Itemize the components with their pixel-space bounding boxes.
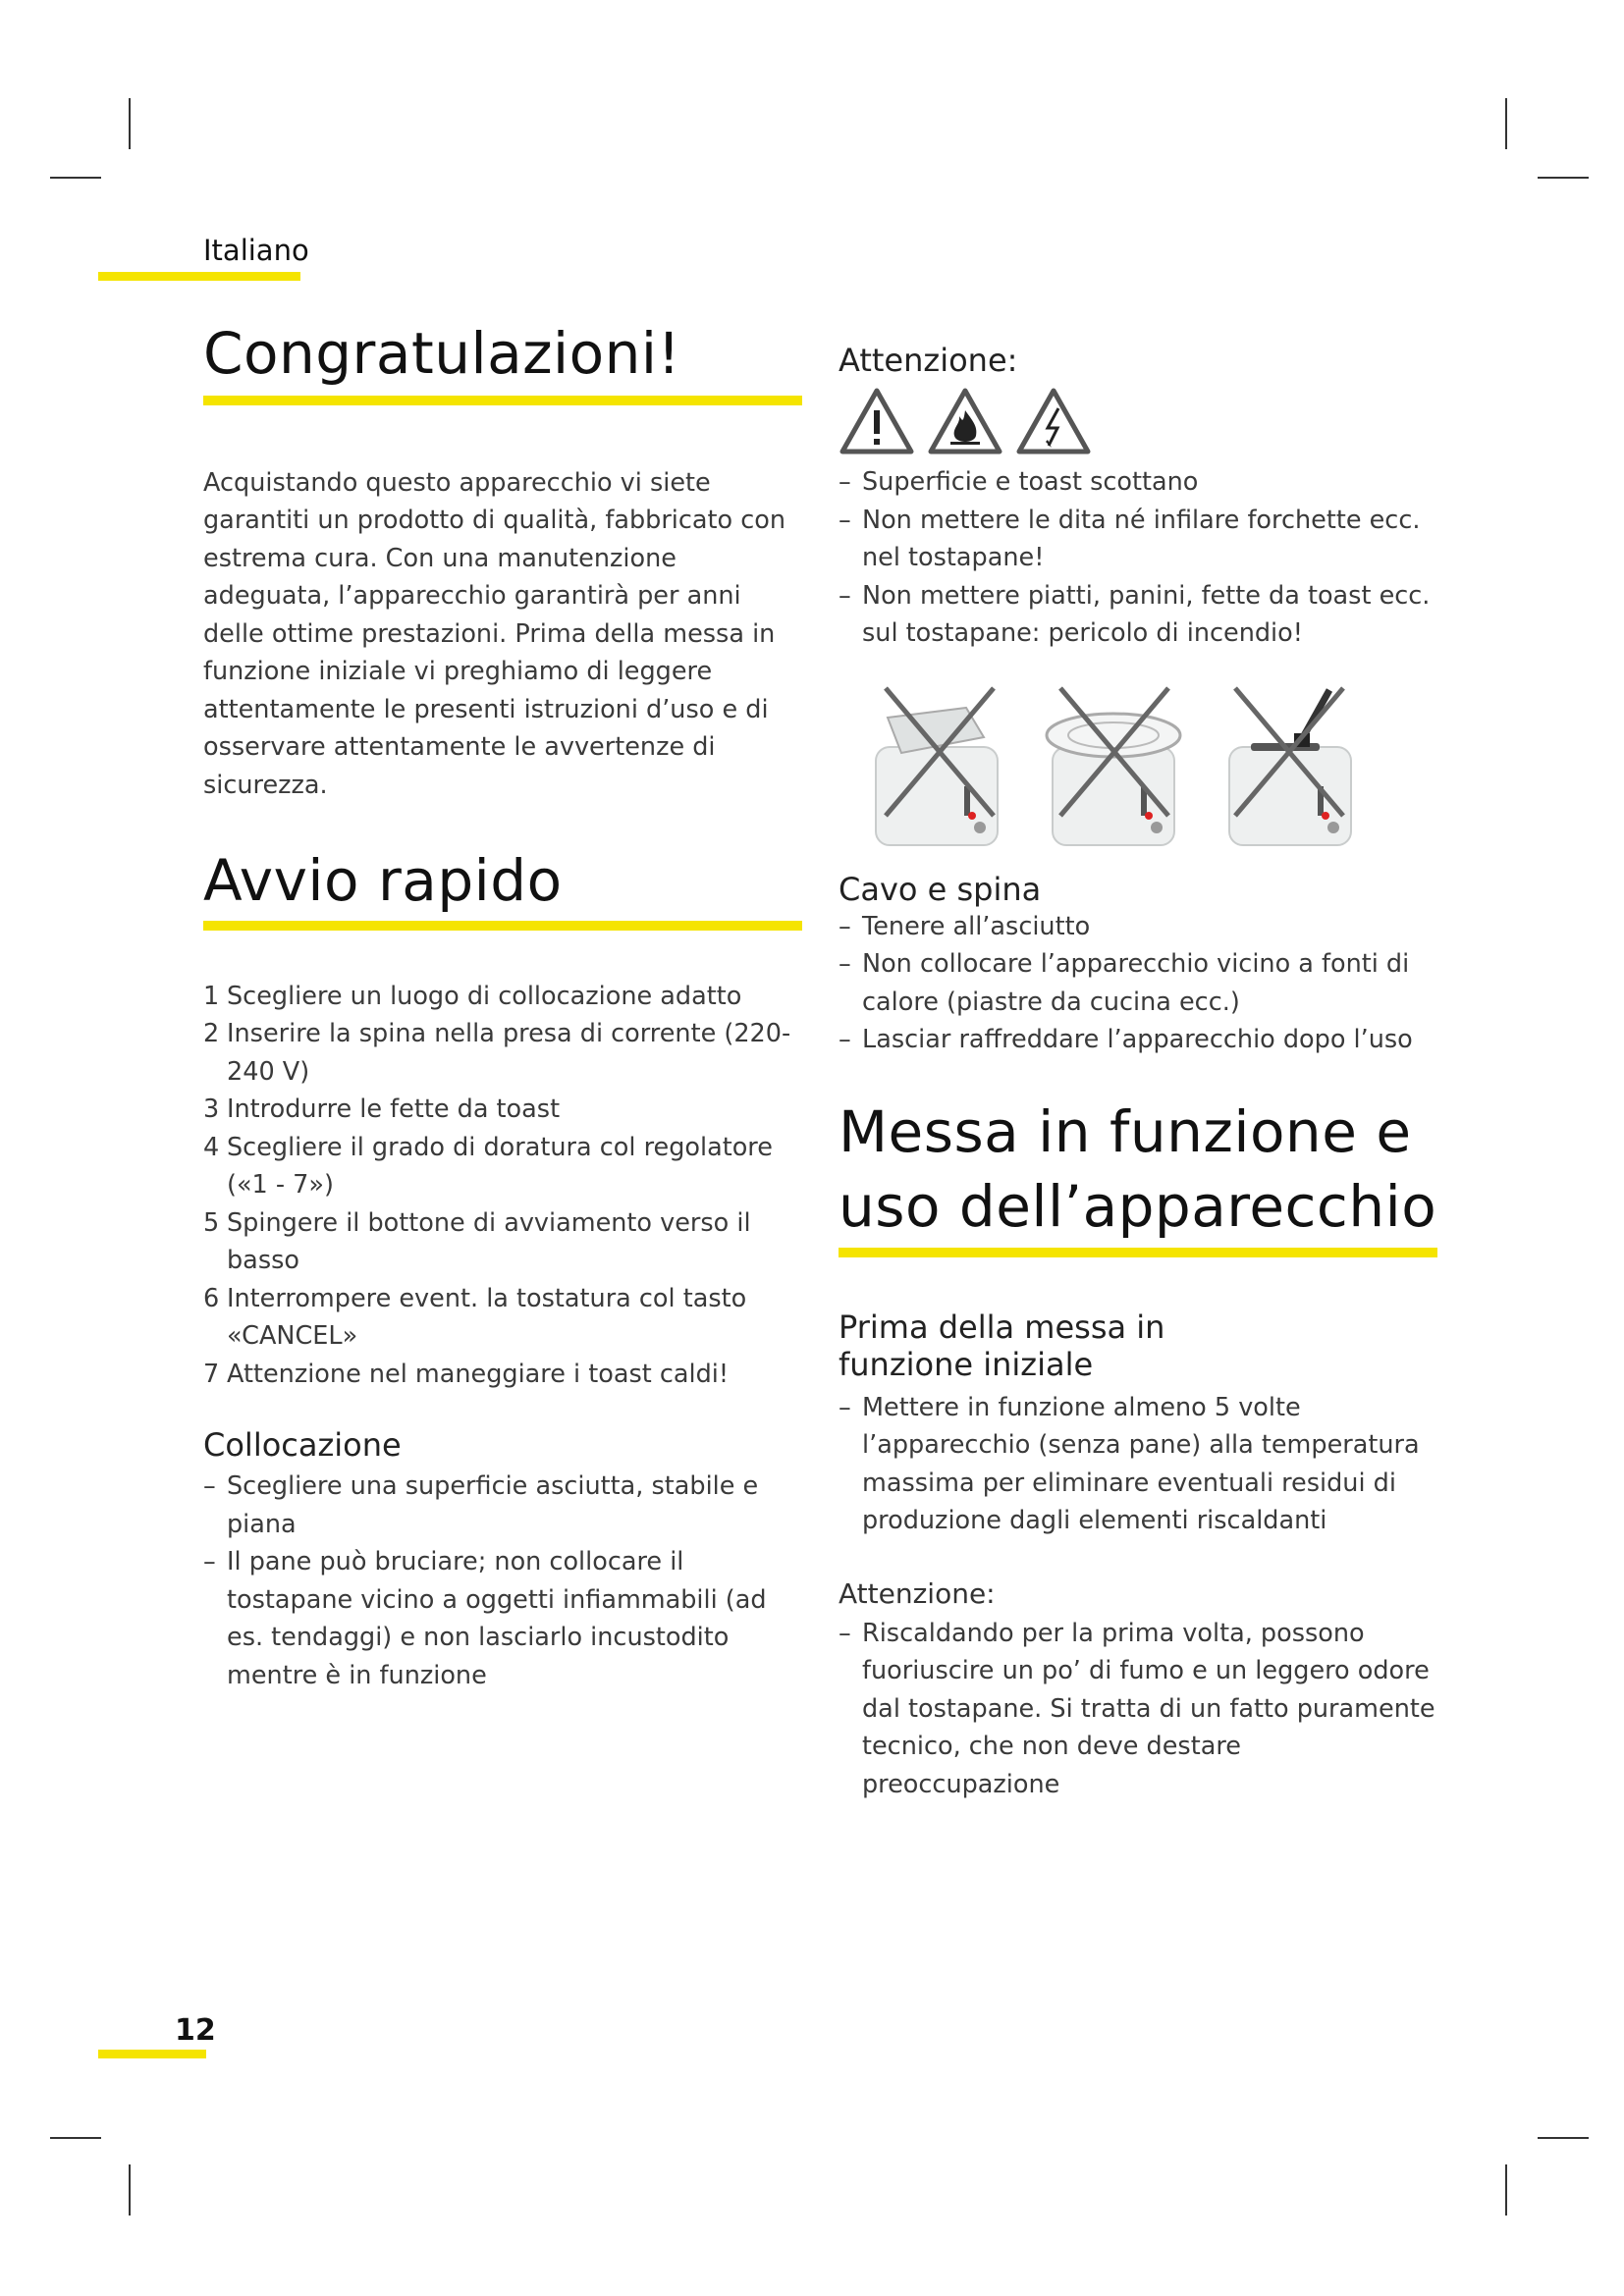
left-column	[203, 312, 802, 1694]
crop-mark	[50, 177, 101, 179]
title-underline	[203, 921, 802, 931]
step-item: 2 Inserire la spina nella presa di corrente (220-240 V)	[203, 1019, 791, 1087]
right-column	[839, 312, 1437, 1803]
page-number-underline	[98, 2050, 206, 2058]
fire-warning-icon	[927, 387, 1003, 455]
electric-warning-icon	[1015, 387, 1092, 455]
crop-mark	[1505, 2164, 1507, 2216]
crop-mark	[1538, 177, 1589, 179]
step-item: 6 Interrompere event. la tostatura col tasto «CANCEL»	[203, 1283, 747, 1351]
step-item: 4 Scegliere il grado di doratura col regolatore («1 - 7»)	[203, 1132, 773, 1200]
placement-title: Collocazione	[203, 1426, 402, 1464]
list-item: – Riscaldando per la prima volta, possono fuoriuscire un po’ di fumo e un leggero odore dal tostapane. Si tratta di un fatto puramente tecnico, che non deve destare preoccupazione	[839, 1615, 1437, 1804]
toaster-towel-crossed-icon	[858, 678, 1015, 855]
step-item: 5 Spingere il bottone di avviamento verso il basso	[203, 1207, 751, 1275]
step-item: 3 Introdurre le fette da toast	[203, 1095, 561, 1124]
congrats-title: Congratulazioni!	[203, 320, 681, 387]
cable-list	[839, 908, 1437, 1059]
list-item: – Non collocare l’apparecchio vicino a fonti di calore (piastre da cucina ecc.)	[839, 945, 1437, 1021]
list-item: – Non mettere piatti, panini, fette da toast ecc. sul tostapane: pericolo di incendio!	[839, 577, 1437, 653]
list-item: – Scegliere una superficie asciutta, stabile e piana	[203, 1468, 802, 1543]
crop-mark	[50, 2137, 101, 2139]
usage-title: Messa in funzione e uso dell’apparecchio	[839, 1097, 1437, 1240]
list-item: – Mettere in funzione almeno 5 volte l’apparecchio (senza pane) alla temperatura massima per eliminare eventuali residui di produzione dagli elementi riscaldanti	[839, 1389, 1437, 1540]
toaster-warning-images	[858, 678, 1369, 855]
warning-icons	[839, 387, 1437, 455]
toaster-plate-crossed-icon	[1035, 678, 1192, 855]
language-label: Italiano	[203, 234, 309, 267]
first-use-title: Prima della messa in funzione iniziale	[839, 1308, 1165, 1383]
page-number: 12	[175, 2013, 216, 2048]
warning-icon	[839, 387, 915, 455]
attention2-title: Attenzione:	[839, 1576, 996, 1610]
quickstart-title: Avvio rapido	[203, 847, 563, 914]
language-underline	[98, 272, 300, 281]
title-underline	[839, 1248, 1437, 1257]
list-item: – Il pane può bruciare; non collocare il tostapane vicino a oggetti infiammabili (ad es. tendaggi) e non lasciarlo incustodito mentre è in funzione	[203, 1543, 802, 1694]
crop-mark	[1505, 98, 1507, 149]
congrats-text: Acquistando questo apparecchio vi siete garantiti un prodotto di qualità, fabbricato con estrema cura. Con una manutenzione adeguata, l’apparecchio garantirà per anni delle ottime prestazioni. Prima della messa in funzione iniziale vi preghiamo di leggere attentamente le presenti istruzioni d’uso e di osservare attentamente le avvertenze di sicurezza.	[203, 467, 786, 800]
attention-title: Attenzione:	[839, 342, 1018, 379]
list-item: – Tenere all’asciutto	[839, 908, 1437, 946]
attention-list	[839, 463, 1437, 653]
crop-mark	[129, 98, 131, 149]
list-item: – Non mettere le dita né infilare forchette ecc. nel tostapane!	[839, 502, 1437, 577]
placement-list	[203, 1468, 802, 1694]
crop-mark	[1538, 2137, 1589, 2139]
quickstart-steps	[203, 978, 802, 1394]
crop-mark	[129, 2164, 131, 2216]
list-item: – Lasciar raffreddare l’apparecchio dopo l’uso	[839, 1021, 1437, 1059]
first-use-list	[839, 1389, 1437, 1540]
step-item: 1 Scegliere un luogo di collocazione adatto	[203, 981, 742, 1011]
cable-title: Cavo e spina	[839, 870, 1042, 908]
step-item: 7 Attenzione nel maneggiare i toast caldi!	[203, 1359, 730, 1389]
title-underline	[203, 396, 802, 405]
toaster-brush-crossed-icon	[1212, 678, 1369, 855]
attention2-list	[839, 1615, 1437, 1804]
list-item: – Superficie e toast scottano	[839, 463, 1437, 502]
